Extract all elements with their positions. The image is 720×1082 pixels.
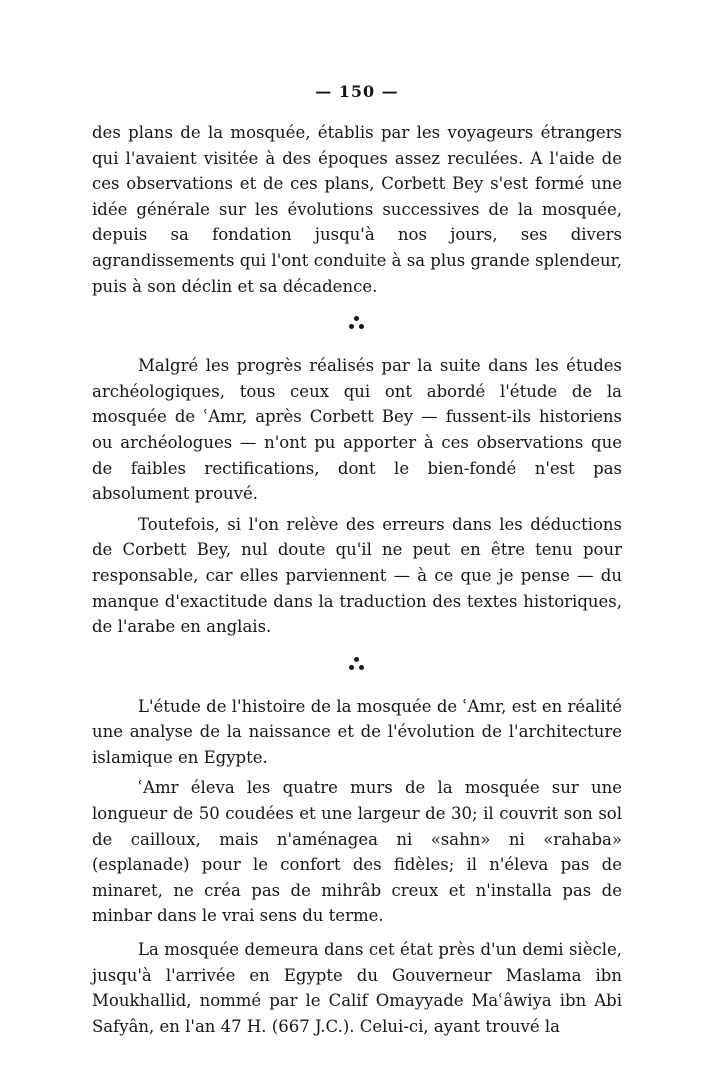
- paragraph-mosquee: La mosquée demeura dans cet état près d'un demi siècle, jusqu'à l'arrivée en Egypte du Gouverneur Maslama ibn Moukhallid, nommé par le Calif Omayyade Maʿâwiya ibn Abi Safyân, en l'an 47 H. (667 J.C.). Celui-ci, ayant trouvé la: [92, 940, 622, 1036]
- paragraph-continuation: des plans de la mosquée, établis par les voyageurs étrangers qui l'avaient visitée à des époques assez reculées. A l'aide de ces observations et de ces plans, Corbett Bey s'est formé une idée générale sur les évolutions successives de la mosquée, depuis sa fondation jusqu'à nos jours, ses divers agrandissements qui l'ont conduite à sa plus grande splendeur, puis à son déclin et sa décadence.: [92, 123, 622, 296]
- asterism-dot: [354, 657, 359, 662]
- asterism-separator: [346, 656, 368, 674]
- asterism-dot: [359, 665, 364, 670]
- book-page: [92, 82, 622, 1039]
- paragraph-progres: Malgré les progrès réalisés par la suite dans les études archéologiques, tous ceux qui ont abordé l'étude de la mosquée de ʿAmr, après Corbett Bey — fussent-ils historiens ou archéologues — n'ont pu apporter à ces observations que de faibles rectifications, dont le bien-fondé n'est pas absolument prouvé.: [92, 356, 622, 504]
- paragraph-amr: ʿAmr éleva les quatre murs de la mosquée sur une longueur de 50 coudées et une largeur de 30; il couvrit son sol de cailloux, mais n'aménagea ni «sahn» ni «rahaba» (esplanade) pour le confort des fidèles; il n'éleva pas de minaret, ne créa pas de mihrâb creux et n'installa pas de minbar dans le vrai sens du terme.: [92, 778, 622, 926]
- page-number: — 150 —: [315, 82, 399, 101]
- asterism-dot: [359, 324, 364, 329]
- asterism-dot: [349, 324, 354, 329]
- paragraph-etude: L'étude de l'histoire de la mosquée de ʿAmr, est en réalité une analyse de la naissance et de l'évolution de l'architecture islamique en Egypte.: [92, 696, 622, 767]
- asterism-dot: [349, 665, 354, 670]
- asterism-dot: [354, 316, 359, 321]
- asterism-separator: [346, 315, 368, 333]
- paragraph-toutefois: Toutefois, si l'on relève des erreurs dans les déductions de Corbett Bey, nul doute qu'il ne peut en être tenu pour responsable, car elles parviennent — à ce que je pense — du manque d'exactitude dans la traduction des textes historiques, de l'arabe en anglais.: [92, 514, 622, 637]
